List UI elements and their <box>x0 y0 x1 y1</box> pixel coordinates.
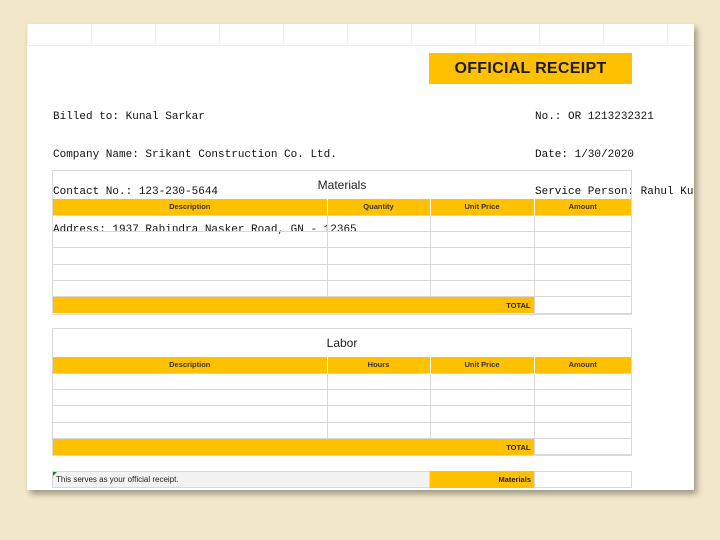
table-row <box>53 264 631 280</box>
table-cell[interactable] <box>430 281 534 297</box>
table-row <box>53 248 631 264</box>
labor-total-label: TOTAL <box>53 439 534 455</box>
table-cell[interactable] <box>430 389 534 405</box>
table-cell[interactable] <box>53 264 327 280</box>
table-row <box>53 422 631 438</box>
table-cell[interactable] <box>430 406 534 422</box>
table-cell[interactable] <box>327 281 430 297</box>
table-cell[interactable] <box>327 389 430 405</box>
materials-header-amount: Amount <box>534 199 631 215</box>
table-cell[interactable] <box>327 215 430 231</box>
receipt-number: No.: OR 1213232321 <box>535 111 654 123</box>
table-row <box>53 281 631 297</box>
labor-header-unit-price: Unit Price <box>430 357 534 373</box>
table-cell[interactable] <box>327 406 430 422</box>
table-cell[interactable] <box>534 373 631 389</box>
table-cell[interactable] <box>53 281 327 297</box>
materials-table <box>53 199 632 314</box>
table-cell[interactable] <box>430 422 534 438</box>
labor-total-value[interactable] <box>534 439 631 455</box>
service-person: Service Person: Rahul Ku <box>535 186 694 198</box>
materials-header-quantity: Quantity <box>327 199 430 215</box>
table-cell[interactable] <box>534 406 631 422</box>
labor-table-block <box>52 328 632 456</box>
table-cell[interactable] <box>430 264 534 280</box>
table-row <box>53 231 631 247</box>
summary-materials-value[interactable] <box>534 471 632 488</box>
table-row <box>53 389 631 405</box>
table-cell[interactable] <box>327 264 430 280</box>
table-cell[interactable] <box>430 248 534 264</box>
table-cell[interactable] <box>430 215 534 231</box>
table-row <box>53 215 631 231</box>
labor-header-amount: Amount <box>534 357 631 373</box>
table-row <box>53 373 631 389</box>
receipt-date: Date: 1/30/2020 <box>535 148 635 161</box>
table-cell[interactable] <box>53 389 327 405</box>
contact-number: Contact No.: 123-230-5644 <box>53 186 219 198</box>
materials-header-unit-price: Unit Price <box>430 199 534 215</box>
receipt-title: OFFICIAL RECEIPT <box>429 53 632 84</box>
summary-materials-label: Materials <box>430 471 534 488</box>
table-cell[interactable] <box>53 422 327 438</box>
billed-to: Billed to: Kunal Sarkar <box>53 111 205 123</box>
table-cell[interactable] <box>327 231 430 247</box>
table-cell[interactable] <box>53 215 327 231</box>
table-cell[interactable] <box>430 373 534 389</box>
table-cell[interactable] <box>53 373 327 389</box>
materials-header-description: Description <box>53 199 327 215</box>
materials-total-row <box>53 297 631 313</box>
materials-total-label: TOTAL <box>53 297 534 313</box>
table-cell[interactable] <box>534 248 631 264</box>
official-receipt-note: This serves as your official receipt. <box>52 471 430 488</box>
table-cell[interactable] <box>534 264 631 280</box>
table-cell[interactable] <box>534 215 631 231</box>
table-cell[interactable] <box>327 422 430 438</box>
labor-total-row <box>53 439 631 455</box>
receipt-sheet <box>27 24 694 490</box>
table-cell[interactable] <box>534 422 631 438</box>
materials-total-value[interactable] <box>534 297 631 313</box>
labor-header-description: Description <box>53 357 327 373</box>
labor-title: Labor <box>326 336 358 350</box>
table-cell[interactable] <box>430 231 534 247</box>
table-cell[interactable] <box>53 248 327 264</box>
labor-table <box>53 357 632 455</box>
materials-table-block <box>52 170 632 315</box>
company-name: Company Name: Srikant Construction Co. Ltd. <box>53 148 337 161</box>
table-cell[interactable] <box>53 406 327 422</box>
labor-header-hours: Hours <box>327 357 430 373</box>
table-cell[interactable] <box>327 373 430 389</box>
materials-title: Materials <box>317 178 367 192</box>
table-cell[interactable] <box>534 231 631 247</box>
table-cell[interactable] <box>53 231 327 247</box>
table-row <box>53 406 631 422</box>
table-cell[interactable] <box>327 248 430 264</box>
spreadsheet-gridlines <box>27 24 694 46</box>
table-cell[interactable] <box>534 281 631 297</box>
table-cell[interactable] <box>534 389 631 405</box>
address: Address: 1937 Rabindra Nasker Road, GN - 12365 <box>53 223 357 236</box>
